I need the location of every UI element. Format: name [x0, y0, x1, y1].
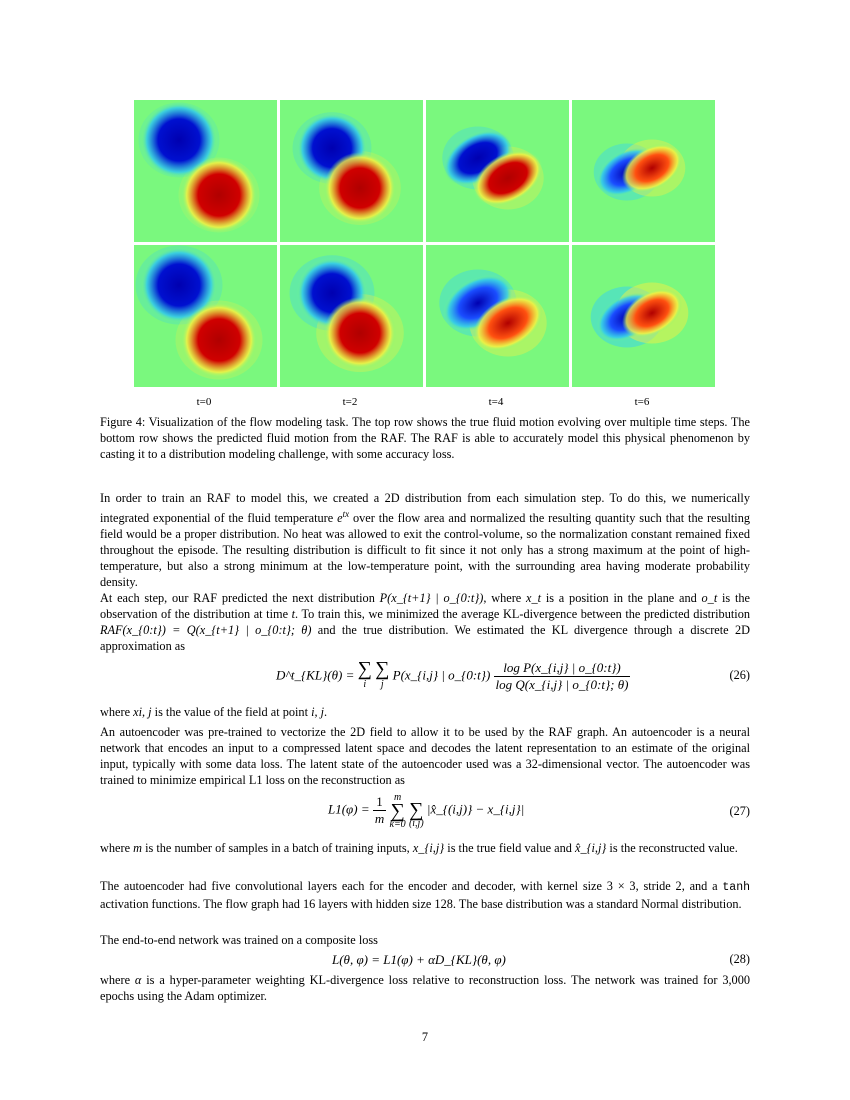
figure-caption: Figure 4: Visualization of the flow modeling task. The top row shows the true fluid motion evolving over multiple time steps. The bottom row shows the predicted fluid motion from the RAF. The RAF is able to accurately model this physical phenomenon by casting it to a distribution modeling challenge, with some accuracy loss. [100, 415, 750, 461]
time-label-4: t=4 [488, 396, 504, 408]
time-label-6: t=6 [634, 396, 650, 408]
equation-27: L1(φ) = $\frac{1}{m}$ m ∑ k=0 ∑ (i,j) |x̂_{(i,j)} − x_{i,j}| (27) [328, 792, 750, 831]
time-label-0: t=0 [196, 396, 212, 408]
flow-panel-r0-c2 [426, 100, 569, 242]
equation-26: D^t_{KL}(θ) = ∑ i ∑ j P(x_{i,j} | o_{0:t}) $\frac{\text{log P(x\_\{i,j\} | o\_\{0:t\})}}{\text{log Q(x\_\{i,j\} | o\_\{0:t\}; θ)}}$ (26) [276, 658, 750, 692]
flow-panel-r1-c1 [280, 245, 423, 387]
paragraph-8: where α is a hyper-parameter weighting KL-divergence loss relative to reconstruction loss. The network was trained for 3,000 epochs using the Adam optimizer. [100, 973, 750, 1003]
paragraph-5: where m is the number of samples in a batch of training inputs, x_{i,j} is the true field value and x̂_{i,j} is the reconstructed value. [100, 841, 738, 855]
hot-blob [181, 302, 257, 378]
flow-panel-r0-c0 [134, 100, 277, 242]
paragraph-6: The autoencoder had five convolutional layers each for the encoder and decoder, with kernel size 3 × 3, stride 2, and a tanh activation functions. The flow graph had 16 layers with hidden size 128. The base distribution was a standard Normal distribution. [100, 879, 750, 911]
paragraph-4: An autoencoder was pre-trained to vectorize the 2D field to allow it to be used by the RAF graph. An autoencoder is a neural network that encodes an input to a compressed latent space and decodes the latent representation to an estimate of the original input, typically with some data loss. The latent state of the autoencoder used was a 32-dimensional vector. The autoencoder was trained to minimize empirical L1 loss on the reconstruction as [100, 725, 750, 787]
paragraph-2: At each step, our RAF predicted the next distribution P(x_{t+1} | o_{0:t}), where x_t is a position in the plane and o_t is the observation of the distribution at time t. To train this, we minimized the average KL-divergence between the predicted distribution RAF(x_{0:t}) = Q(x_{t+1} | o_{0:t}; θ) and the true distribution. We estimated the KL divergence through a discrete 2D approximation as [100, 591, 751, 653]
hot-blob [181, 157, 257, 233]
hot-blob [324, 297, 396, 369]
time-label-2: t=2 [342, 396, 358, 408]
paragraph-7: The end-to-end network was trained on a composite loss [100, 933, 378, 947]
flow-figure [134, 100, 716, 387]
paragraph-3: where xi, j is the value of the field at point i, j. [100, 705, 328, 719]
page-number: 7 [421, 1030, 429, 1044]
hot-blob [324, 152, 396, 224]
flow-panel-r0-c1 [280, 100, 423, 242]
paragraph-1: In order to train an RAF to model this, we created a 2D distribution from each simulation step. To do this, we numerically integrated exponential of the fluid temperature $e^{tx}$ over the flow area and normalized the resulting quantity such that the resulting field would be a proper distribution. No heat was allowed to exit the control-volume, so the normalization constant remained fixed throughout the episode. The resulting distribution is difficult to fit since it not only has a strong maximum at the point of high-temperature, but also a strong minimum at the low-temperature point, with the surrounding area having moderate probability density. [100, 491, 750, 590]
flow-panel-r1-c0 [134, 245, 277, 387]
flow-panel-r1-c2 [426, 245, 569, 387]
flow-panel-r1-c3 [572, 245, 715, 387]
equation-28: L(θ, φ) = L1(φ) + αD_{KL}(θ, φ) (28) [332, 952, 750, 967]
flow-panel-r0-c3 [572, 100, 715, 242]
